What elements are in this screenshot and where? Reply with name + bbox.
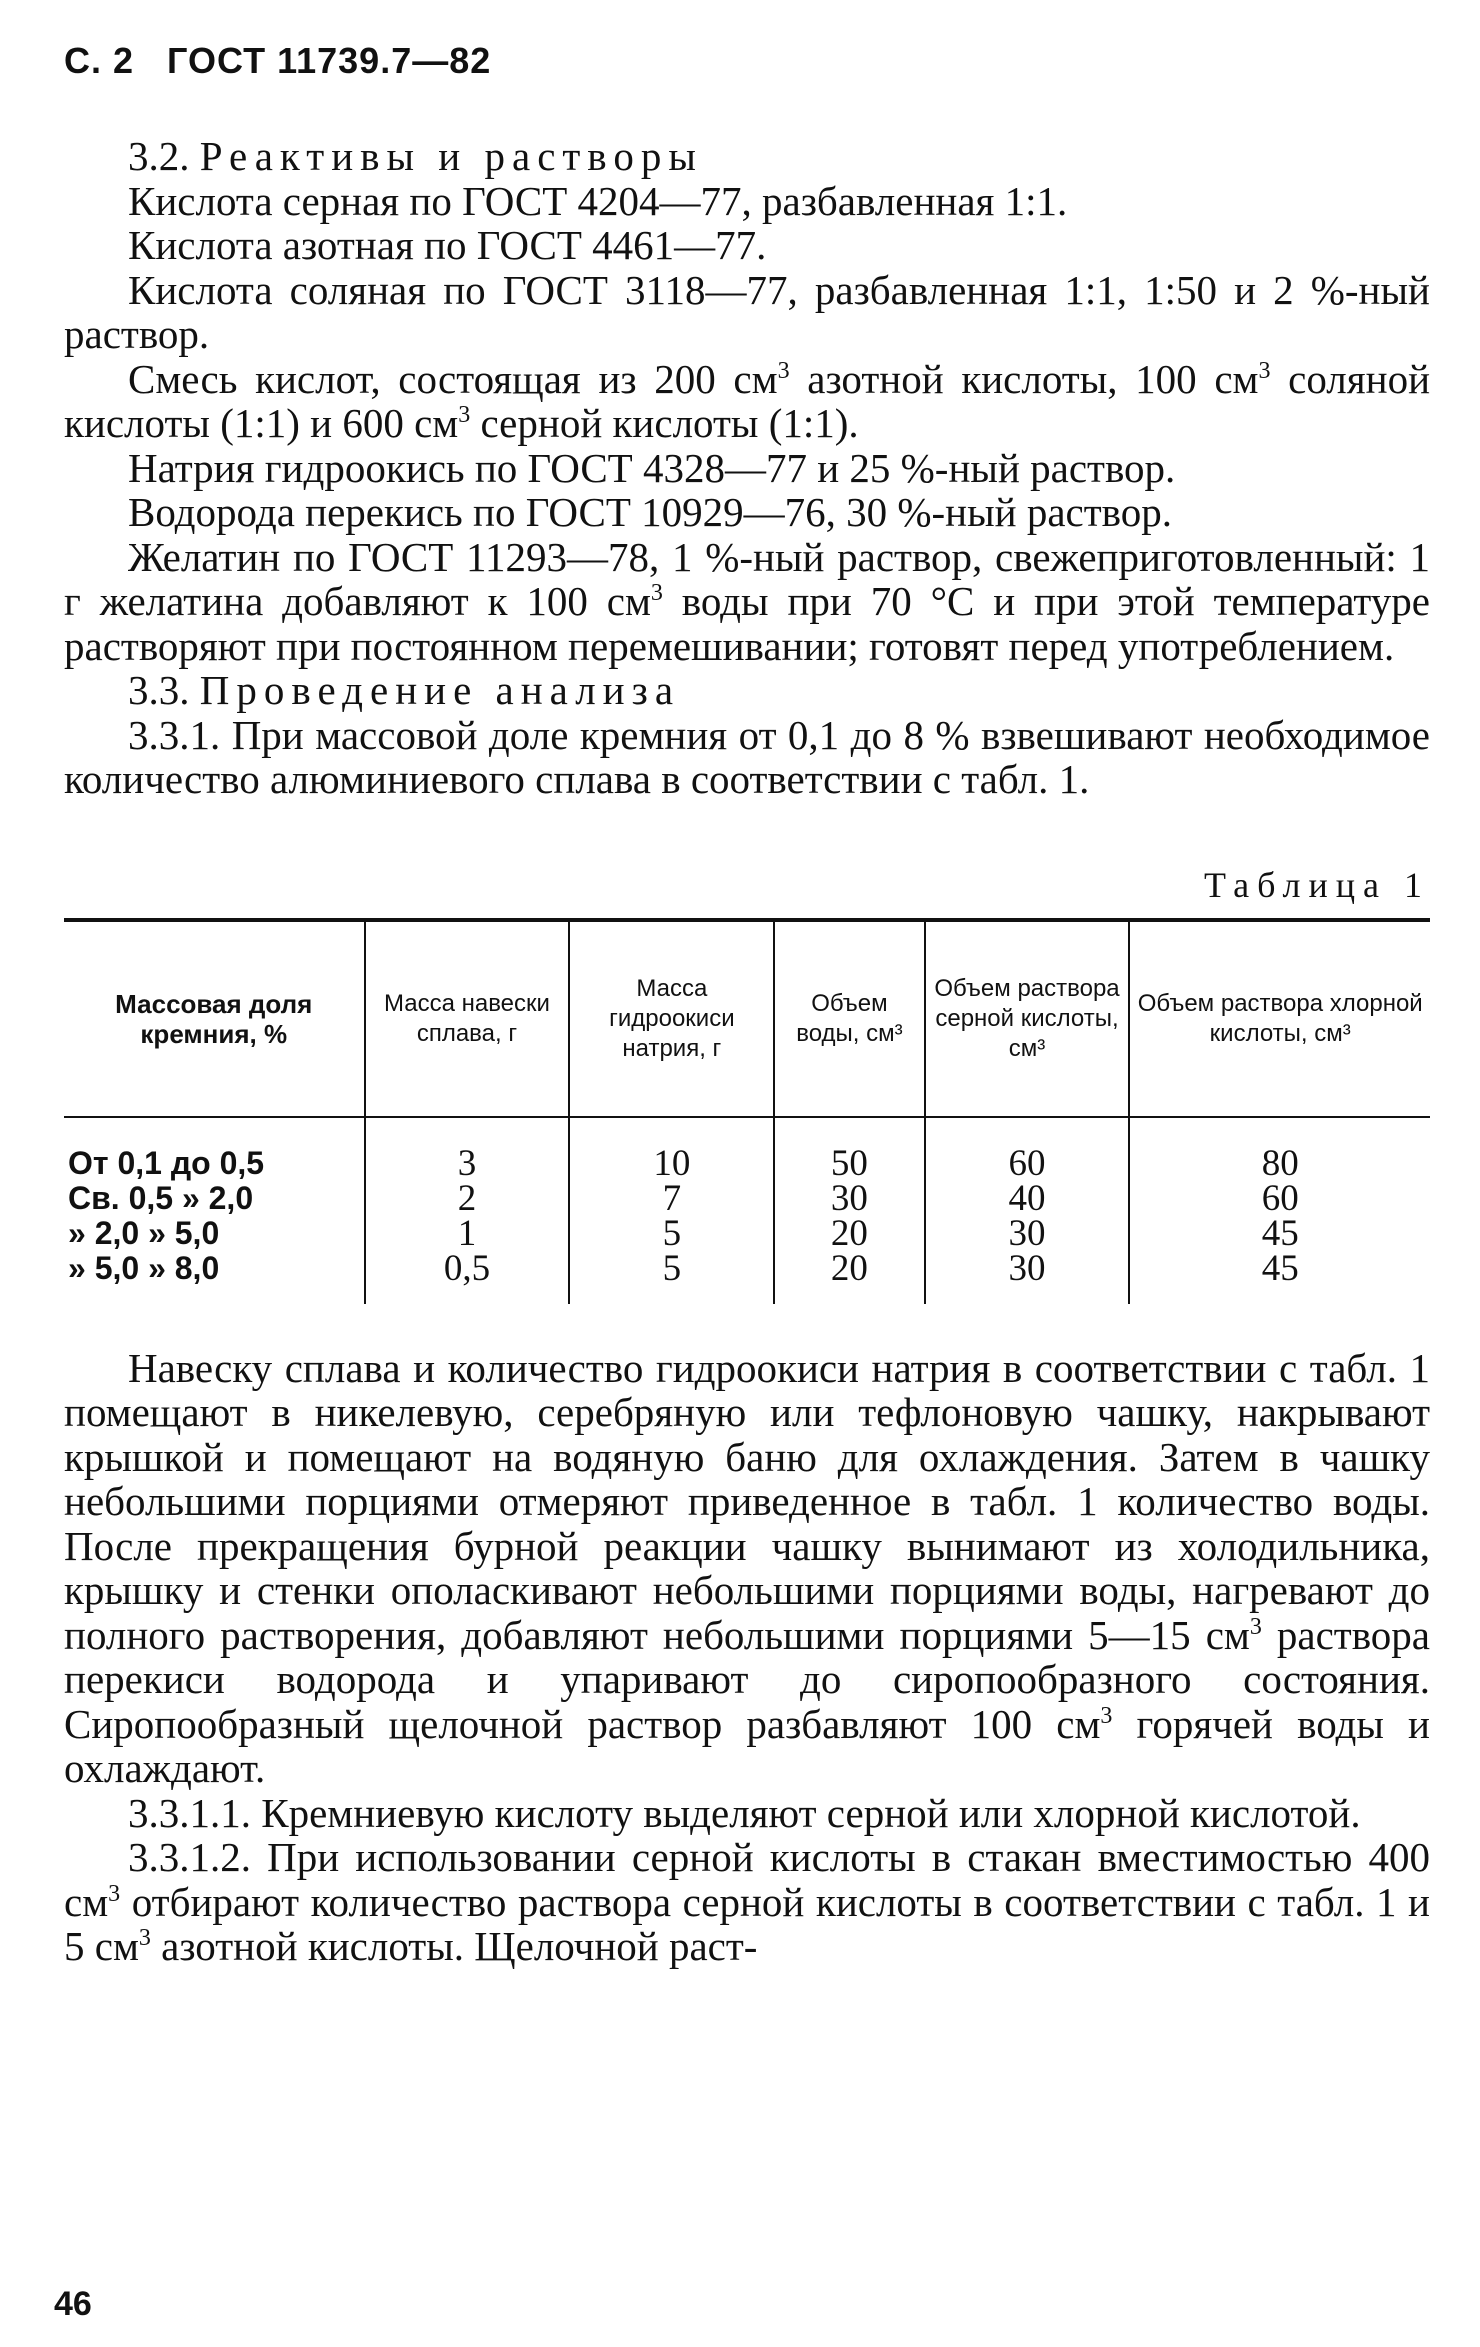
paragraph-3-3-1-2: 3.3.1.2. При использовании серной кислоты в стакан вместимостью 400 $см^3$ отбирают количество раствора серной кислоты в соответствии с табл. 1 и 5 $см^3$ азотной кислоты. Щелочной раст-: [64, 1834, 1430, 1969]
table-header: Объем раствора хлорной кислоты, см³: [1129, 920, 1430, 1117]
table-caption: Таблица 1: [1204, 864, 1430, 905]
paragraph-3-3-1: 3.3.1. При массовой доле кремния от 0,1 до 8 % взвешивают необходимое количество алюминиевого сплава в соответствии с табл. 1.: [64, 711, 1430, 802]
reagent-line: Кислота соляная по ГОСТ 3118—77, разбавленная 1:1, 1:50 и 2 %-ный раствор.: [64, 266, 1430, 357]
table-cell: 3 2 1 0,5: [365, 1117, 570, 1304]
section-3-3-heading: 3.3. Проведение анализа: [128, 667, 681, 713]
table-header: Объем воды, см³: [774, 920, 924, 1117]
table-header: Объем раствора серной кислоты, см³: [925, 920, 1130, 1117]
procedure-paragraph: Навеску сплава и количество гидроокиси натрия в соответствии с табл. 1 помещают в никелевую, серебряную или тефлоновую чашку, накрывают крышкой и помещают на водяную баню для охлаждения. Затем в чашку небольшими порциями отмеряют приведенное в табл. 1 количество воды. После прекращения бурной реакции чашку вынимают из холодильника, крышку и стенки ополаскивают небольшими порциями воды, нагревают до полного растворения, добавляют небольшими порциями 5—15 $см^3$ раствора перекиси водорода и упаривают до сиропообразного состояния. Сиропообразный щелочной раствор разбавляют 100 $см^3$ горячей воды и охлаждают.: [64, 1344, 1430, 1791]
reagent-line: Кислота азотная по ГОСТ 4461—77.: [128, 222, 767, 268]
reagent-line: Водорода перекись по ГОСТ 10929—76, 30 %-ный раствор.: [128, 489, 1172, 535]
standard-code: ГОСТ 11739.7—82: [167, 40, 492, 81]
acid-mixture-paragraph: Смесь кислот, состоящая из 200 $см^3$ азотной кислоты, 100 $см^3$ соляной кислоты (1:1) и 600 $см^3$ серной кислоты (1:1).: [64, 355, 1431, 446]
reagent-line: Кислота серная по ГОСТ 4204—77, разбавленная 1:1.: [128, 177, 1068, 224]
table-cell: От 0,1 до 0,5 Св. 0,5 » 2,0 » 2,0 » 5,0 » 5,0 » 8,0: [68, 1144, 265, 1286]
table-cell: 60 40 30 30: [925, 1117, 1130, 1304]
page-header: [64, 40, 1430, 82]
section-3-2-heading: 3.2. Реактивы и растворы: [128, 133, 703, 179]
page-label: С. 2: [64, 40, 135, 81]
table-header: Массовая доля кремния, %: [115, 988, 313, 1049]
table-cell: 10 7 5 5: [569, 1117, 774, 1304]
table-cell: 80 60 45 45: [1129, 1117, 1430, 1304]
table-header: Масса навески сплава, г: [365, 920, 570, 1117]
section-title: Проведение анализа: [199, 667, 681, 713]
reagent-line: Натрия гидроокись по ГОСТ 4328—77 и 25 %-ный раствор.: [128, 444, 1176, 491]
table-1: [64, 918, 1430, 1304]
page-number: 46: [54, 2285, 92, 2323]
table-cell: 50 30 20 20: [774, 1117, 924, 1304]
gelatin-paragraph: Желатин по ГОСТ 11293—78, 1 %-ный раствор, свежеприготовленный: 1 г желатина добавляют к 100 $см^3$ воды при 70 °С и при этой температуре растворяют при постоянном перемешивании; готовят перед употреблением.: [64, 533, 1430, 669]
table-row: [64, 1117, 1430, 1304]
section-title: Реактивы и растворы: [199, 133, 703, 179]
paragraph-3-3-1-1: 3.3.1.1. Кремниевую кислоту выделяют серной или хлорной кислотой.: [128, 1789, 1361, 1836]
table-header: Масса гидроокиси натрия, г: [569, 920, 774, 1117]
document-page: [64, 40, 1430, 1969]
